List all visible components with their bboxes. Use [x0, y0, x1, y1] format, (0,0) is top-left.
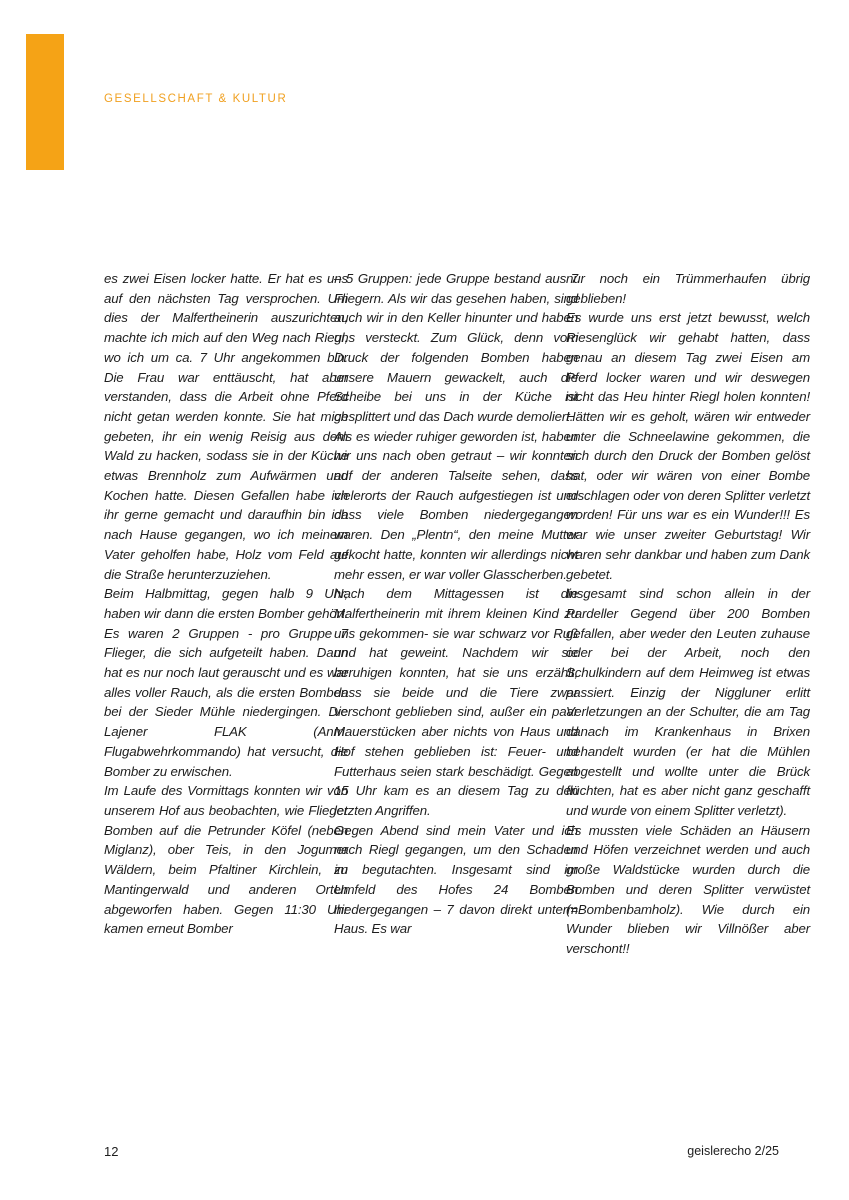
paragraph: Insgesamt sind schon allein in der Pardeller Gegend über 200 Bomben gefallen, aber weder den Leuten zuhause oder bei der Arbeit, noch den Schulkindern auf dem Heimweg ist etwas passiert. Einzig der Niggluner erlitt Verletzungen an der Schulter, die am Tag danach im Krankenhaus in Brixen behandelt wurden (er hat die Mühlen abgestellt und wollte unter die Brück flüchten, hat es aber nicht ganz geschafft und wurde von einem Splitter verletzt). [566, 586, 810, 818]
text-column-3 [566, 269, 810, 959]
paragraph: Nach dem Mittagessen ist die Malfertheinerin mit ihrem kleinen Kind zu uns gekommen- sie war schwarz vor Ruß und hat geweint. Nachdem wir sie beruhigen konnten, hat sie uns erzählt, dass sie beide und die Tiere zwar verschont geblieben sind, außer ein paar Mauerstücken aber nichts von Haus und Hof stehen geblieben ist: Feuer- und Futterhaus seien stark beschädigt. Gegen 15 Uhr kam es an diesem Tag zu den letzten Angriffen. [334, 586, 578, 818]
paragraph: – 5 Gruppen: jede Gruppe bestand aus 7 Fliegern. Als wir das gesehen haben, sind auch wir in den Keller hinunter und haben uns versteckt. Zum Glück, denn vom Druck der folgenden Bomben haben unsere Mauern gewackelt, auch die Scheibe bei uns in der Küche ist gesplittert und das Dach wurde demoliert. [334, 271, 578, 424]
issue-label: geislerecho 2/25 [687, 1144, 779, 1158]
text-column-1 [104, 269, 348, 939]
page-number: 12 [104, 1144, 119, 1159]
accent-bar [26, 34, 64, 170]
paragraph: Im Laufe des Vormittags konnten wir von unserem Hof aus beobachten, wie Flieger Bomben auf die Petrunder Köfel (neben Miglanz), ober Teis, in den Jogumer Wäldern, beim Pfaltiner Kirchlein, im Mantingerwald und anderen Orten abgeworfen haben. Gegen 11:30 Uhr kamen erneut Bomber [104, 783, 348, 937]
paragraph: Es mussten viele Schäden an Häusern und Höfen verzeichnet werden und auch große Waldstücke wurden durch die Bomben und deren Splitter verwüstet (=Bombenbamholz). Wie durch ein Wunder blieben wir Villnößer aber verschont!! [566, 822, 810, 956]
paragraph: Gegen Abend sind mein Vater und ich nach Riegl gegangen, um den Schaden zu begutachten. Insgesamt sind im Umfeld des Hofes 24 Bomben niedergegangen – 7 davon direkt unterm Haus. Es war [334, 822, 578, 937]
paragraph: Als es wieder ruhiger geworden ist, haben wir uns nach oben getraut – wir konnten auf der anderen Talseite sehen, dass vielerorts der Rauch aufgestiegen ist und dass viele Bomben niedergegangen waren. Den „Plentn“, den meine Mutter gekocht hatte, konnten wir allerdings nicht mehr essen, er war voller Glasscherben. [334, 428, 578, 582]
paragraph: es zwei Eisen locker hatte. Er hat es uns auf den nächsten Tag versprochen. Um dies der Malfertheinerin auszurichten, machte ich mich auf den Weg nach Riegl, wo ich um ca. 7 Uhr angekommen bin. Die Frau war enttäuscht, hat aber verstanden, dass die Arbeit ohne Pferd nicht getan werden konnte. Sie hat mich gebeten, ihr ein wenig Reisig aus dem Wald zu hacken, sodass sie in der Küche etwas Brennholz zum Aufwärmen und Kochen hatte. Diesen Gefallen habe ich ihr gerne gemacht und daraufhin bin ich nach Hause gegangen, wo ich meinem Vater geholfen habe, Holz vom Feld auf die Straße herunterzuziehen. [104, 271, 348, 582]
paragraph: Es wurde uns erst jetzt bewusst, welch Riesenglück wir gehabt hatten, dass genau an diesem Tag zwei Eisen am Pferd locker waren und wir deswegen nicht das Heu hinter Riegl holen konnten! Hätten wir es geholt, wären wir entweder unter die Schneelawine gekommen, die sich durch den Druck der Bomben gelöst hat, oder wir wären von einer Bombe erschlagen oder von deren Splitter verletzt worden! Für uns war es ein Wunder!!! Es war wie unser zweiter Geburtstag! Wir waren sehr dankbar und haben zum Dank gebetet. [566, 310, 810, 582]
text-column-2 [334, 269, 578, 939]
section-label: GESELLSCHAFT & KULTUR [104, 93, 288, 105]
paragraph: nur noch ein Trümmerhaufen übrig geblieben! [566, 271, 810, 306]
paragraph: Beim Halbmittag, gegen halb 9 Uhr, haben wir dann die ersten Bomber gehört. Es waren 2 Gruppen - pro Gruppe 7 Flieger, die sich aufgeteilt haben. Dann hat es nur noch laut gerauscht und es war alles voller Rauch, als die ersten Bomben bei der Sieder Mühle niedergingen. Die Lajener FLAK (Anm. Flugabwehrkommando) hat versucht, die Bomber zu erwischen. [104, 586, 348, 779]
